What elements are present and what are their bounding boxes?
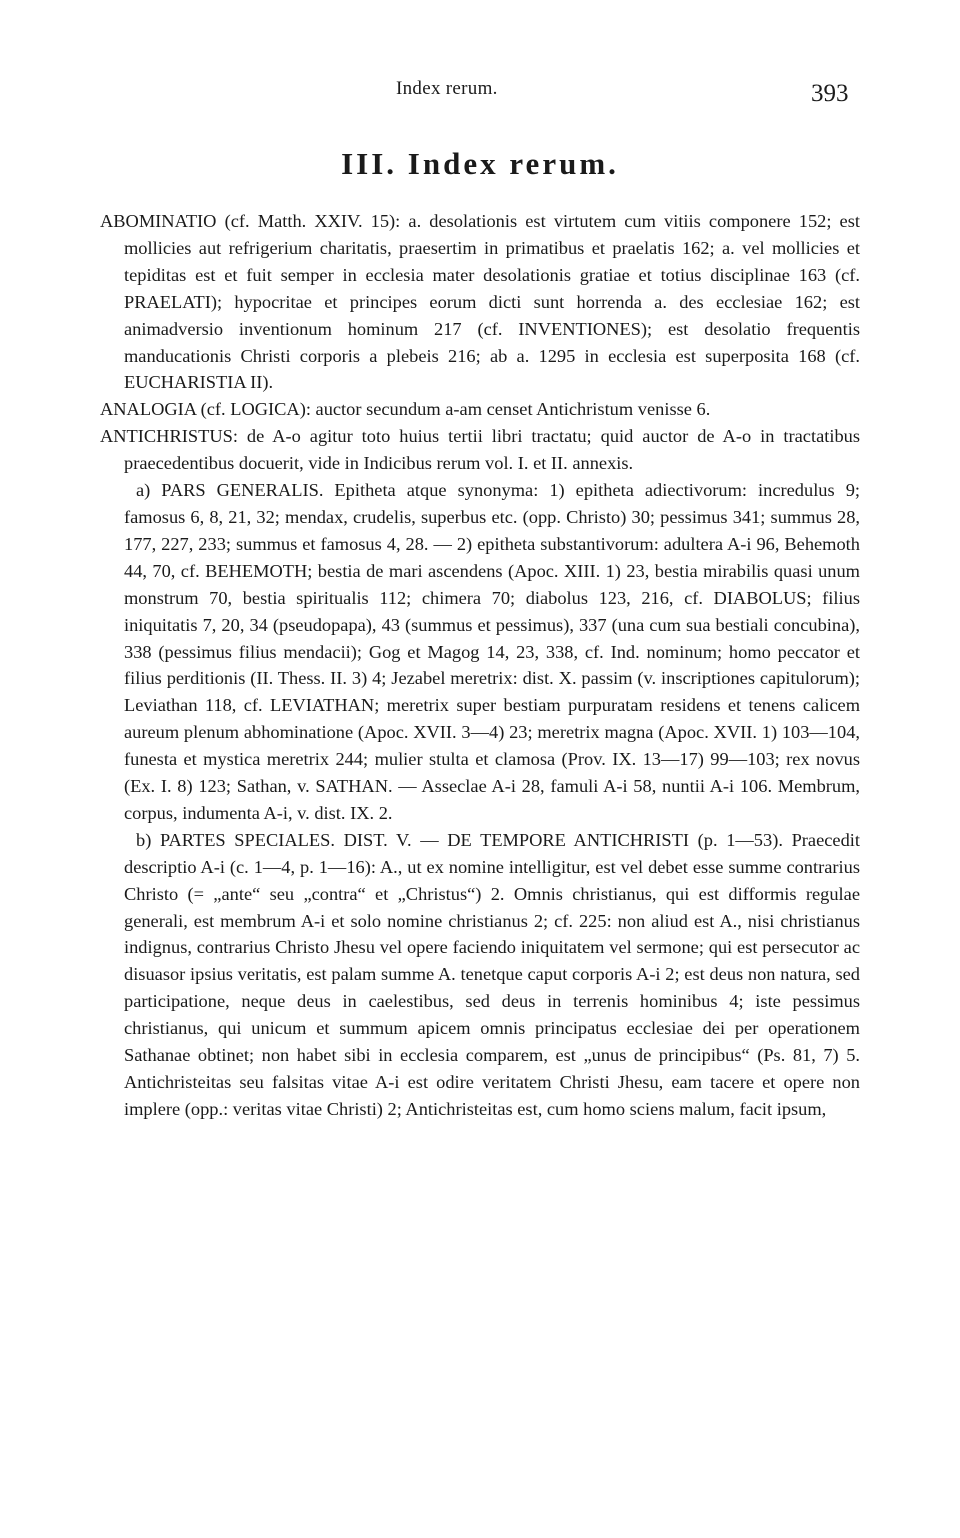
index-entry-antichristus: ANTICHRISTUS: de A-o agitur toto huius tertii libri tractatu; quid auctor de A-o in tractatibus praecedentibus docuerit, vide in Indicibus rerum vol. I. et II. annexis. (100, 426, 860, 474)
index-subentry-partes-speciales: b) PARTES SPECIALES. DIST. V. — DE TEMPORE ANTICHRISTI (p. 1—53). Praecedit descriptio A-i (c. 1—4, p. 1—16): A., ut ex nomine intelligitur, est vel debet esse summe contrarius Christo (= „ante“ seu „contra“ et „Christus“) 2. Omnis christianus, qui est difformis regulae generali, est membrum A-i et solo nomine christianus 2; cf. 225: non aliud est A., nisi christianus indignus, contrarius Christo Jhesu vel opere faciendo iniquitatem vel sermone; qui est persecutor ac disuasor ipsius veritatis, est palam summe A. tenetque caput corporis A-i 2; est deus non natura, sed participatione, neque deus in caelestibus, sed deus in terrenis hominibus 4; iste pessimus christianus, qui unicum et summum apicem omnis principatus ecclesiae dei per operationem Sathanae obtinet; non habet sibi in ecclesia comparem, est „unus de principibus“ (Ps. 81, 7) 5. Antichristeitas seu falsitas vitae A-i est odire veritatem Christi Jhesu, eam tacere et opere non implere (opp.: veritas vitae Christi) 2; Antichristeitas est, cum homo sciens malum, facit ipsum, (124, 829, 860, 1119)
index-body (100, 208, 860, 1123)
running-head: Index rerum. (396, 78, 498, 99)
index-entry-abominatio: ABOMINATIO (cf. Matth. XXIV. 15): a. desolationis est virtutem cum vitiis componere 152; est mollicies aut refrigerium charitatis, praesertim in primatibus et praelatis 162; a. vel mollicies et tepiditas est et fuit semper in ecclesia mater desolationis gratiae et totius disciplinae 163 (cf. PRAELATI); hypocritae et principes eorum dicti sunt horrenda a. des ecclesiae 162; est animadversio inventionum hominum 217 (cf. INVENTIONES); est desolatio frequentis manducationis Christi corporis a plebeis 216; ab a. 1295 in ecclesia est superposita 168 (cf. EUCHARISTIA II). (100, 211, 860, 393)
page-number: 393 (811, 80, 849, 107)
index-entry-analogia: ANALOGIA (cf. LOGICA): auctor secundum a-am censet Antichristum venisse 6. (100, 399, 711, 420)
index-subentry-pars-generalis: a) PARS GENERALIS. Epitheta atque synonyma: 1) epitheta adiectivorum: incredulus 9; famosus 6, 8, 21, 32; mendax, crudelis, superbus etc. (opp. Christo) 30; pessimus 341; summus 28, 177, 227, 233; summus et famosus 4, 28. — 2) epitheta substantivorum: adultera A-i 96, Behemoth 44, 70, cf. BEHEMOTH; bestia de mari ascendens (Apoc. XIII. 1) 23, bestia mirabilis quasi unum monstrum 70, bestia spiritualis 112; chimera 70; diabolus 123, 216, cf. DIABOLUS; filius iniquitatis 7, 20, 34 (pseudopapa), 43 (summus et pessimus), 337 (una cum sua bestiali concubina), 338 (pessimus filius mendacii); Gog et Magog 14, 23, 338, cf. Ind. nominum; homo peccator et filius perditionis (II. Thess. II. 3) 4; Jezabel meretrix: dist. X. passim (v. inscriptiones capitulorum); Leviathan 118, cf. LEVIATHAN; meretrix super bestiam purpuratam residens et tenens calicem aureum plenum abhominatione (Apoc. XVII. 3—4) 23; meretrix magna (Apoc. XVII. 1) 103—104, funesta et mystica meretrix 244; mulier stulta et clamosa (Prov. IX. 13—17) 99—103; rex novus (Ex. I. 8) 123; Sathan, v. SATHAN. — Asseclae A-i 28, famuli A-i 58, nuntii A-i 106. Membrum, corpus, indumenta A-i, v. dist. IX. 2. (124, 480, 860, 823)
section-title: III. Index rerum. (341, 146, 619, 181)
